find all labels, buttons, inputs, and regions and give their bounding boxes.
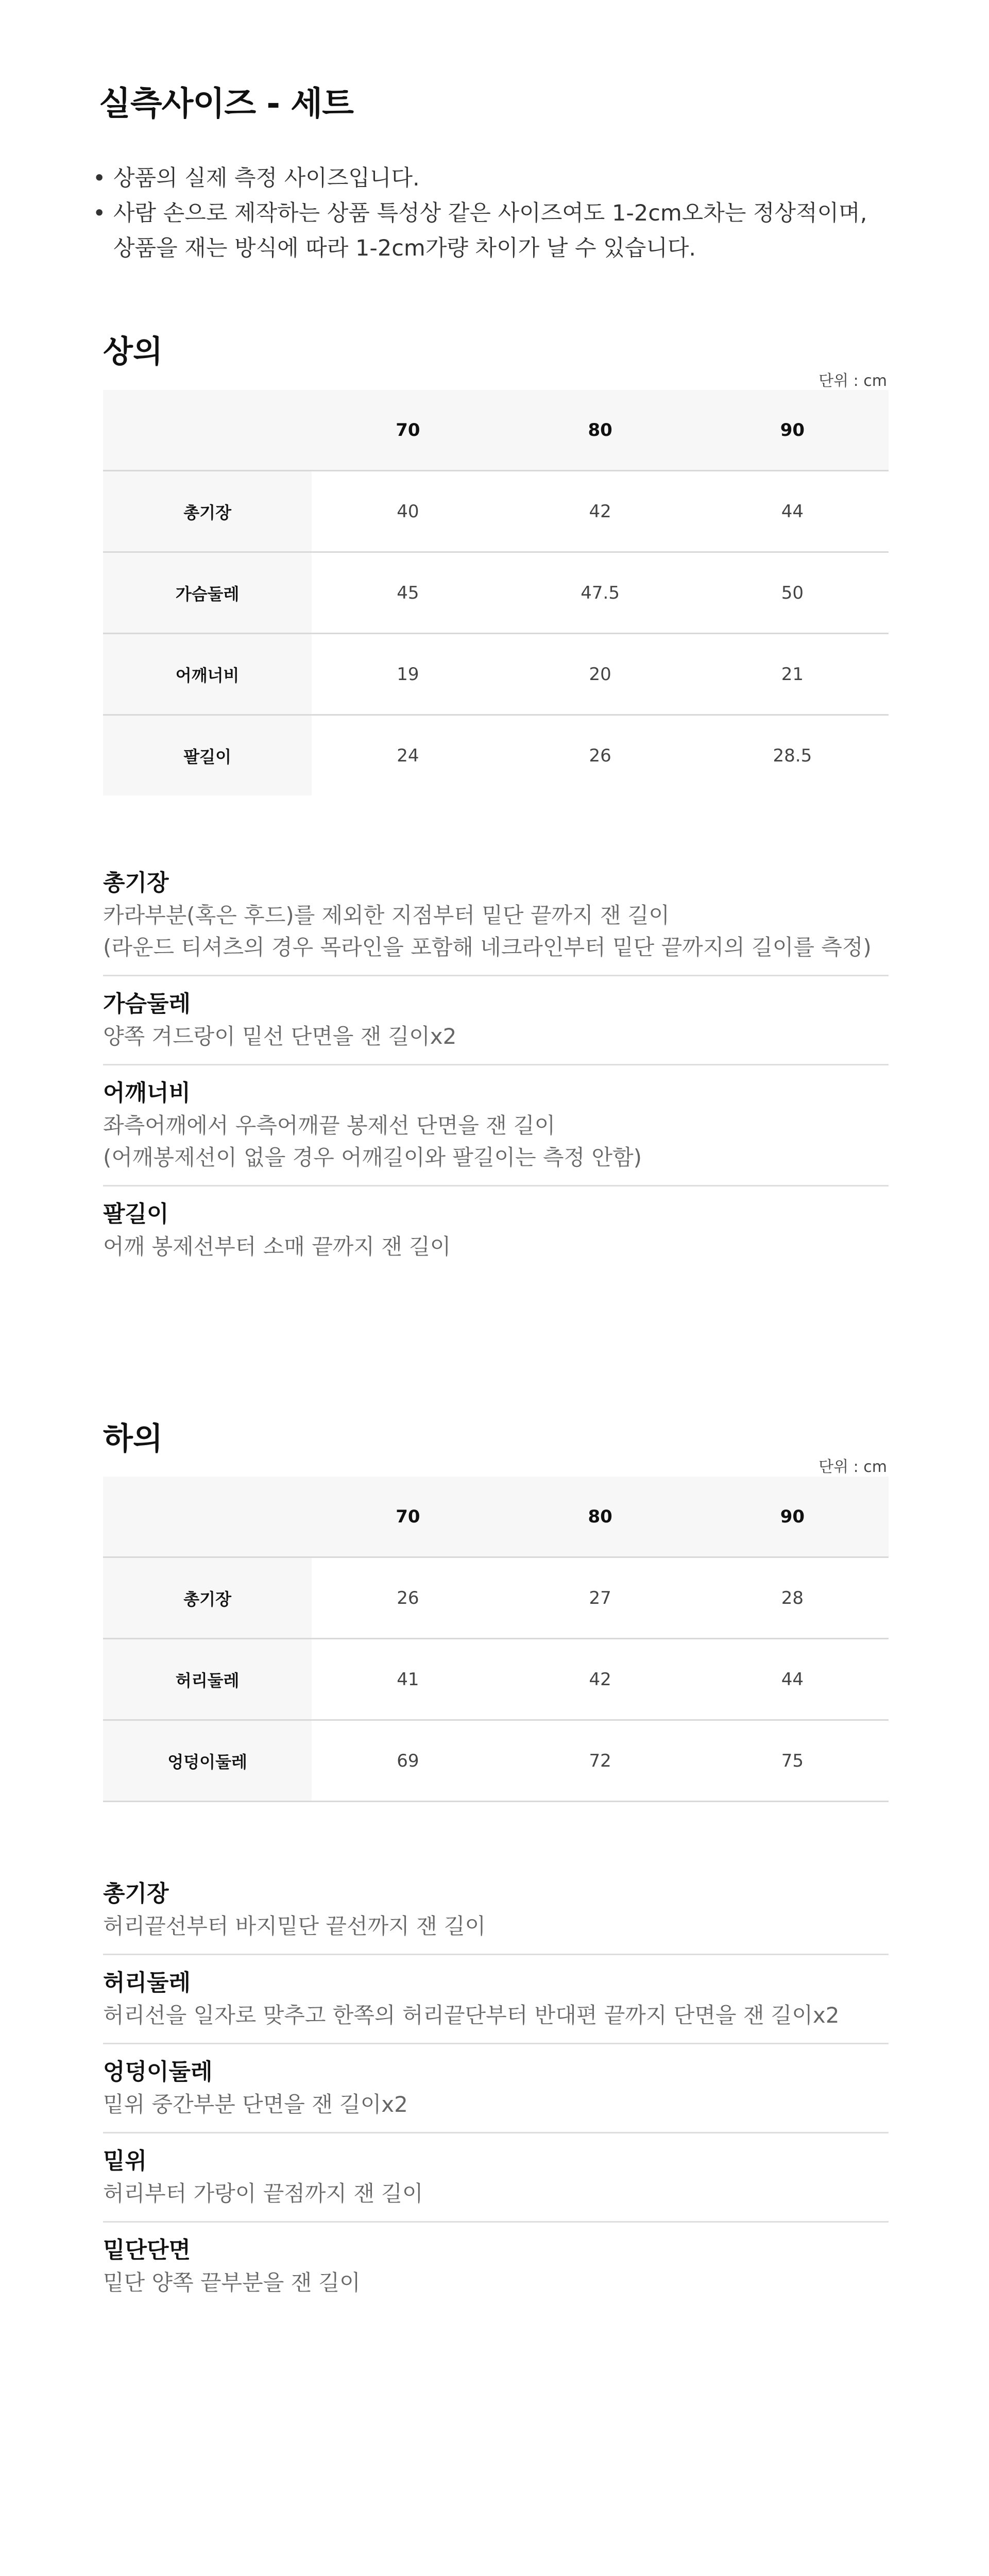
definition-title: 엉덩이둘레 bbox=[103, 2059, 213, 2085]
page-title: 실측사이즈 - 세트 bbox=[99, 85, 353, 123]
row-label: 허리둘레 bbox=[103, 1639, 312, 1720]
table-row bbox=[103, 1639, 889, 1720]
table-cell: 28.5 bbox=[696, 715, 889, 796]
notes-list bbox=[93, 161, 917, 266]
definition-item bbox=[103, 1065, 889, 1187]
header-cell-size: 80 bbox=[504, 390, 696, 471]
table-cell: 19 bbox=[312, 634, 504, 715]
table-cell: 26 bbox=[312, 1557, 504, 1639]
definition-item bbox=[103, 976, 889, 1065]
definition-item bbox=[103, 1955, 889, 2044]
definition-title: 총기장 bbox=[103, 1880, 169, 1907]
definition-title: 허리둘레 bbox=[103, 1970, 191, 1996]
definition-title: 가슴둘레 bbox=[103, 991, 191, 1017]
table-cell: 42 bbox=[504, 471, 696, 552]
table-row bbox=[103, 552, 889, 634]
definition-text: 밑위 중간부분 단면을 잰 길이x2 bbox=[103, 2092, 408, 2117]
table-cell: 45 bbox=[312, 552, 504, 634]
definition-item bbox=[103, 1187, 889, 1274]
top-unit-label: 단위 : cm bbox=[819, 372, 887, 390]
definition-text: 어깨 봉제선부터 소매 끝까지 잰 길이 bbox=[103, 1234, 451, 1259]
row-label: 총기장 bbox=[103, 471, 312, 552]
row-label: 총기장 bbox=[103, 1557, 312, 1639]
definition-title: 밑위 bbox=[103, 2148, 147, 2174]
table-cell: 41 bbox=[312, 1639, 504, 1720]
note-item bbox=[93, 196, 917, 266]
row-label: 어깨너비 bbox=[103, 634, 312, 715]
bottom-definitions bbox=[103, 1866, 889, 2310]
definition-text: 허리부터 가랑이 끝점까지 잰 길이 bbox=[103, 2181, 423, 2206]
definition-title: 어깨너비 bbox=[103, 1080, 191, 1106]
table-cell: 28 bbox=[696, 1557, 889, 1639]
table-cell: 47.5 bbox=[504, 552, 696, 634]
definition-item bbox=[103, 2223, 889, 2310]
header-cell-size: 90 bbox=[696, 390, 889, 471]
row-label: 엉덩이둘레 bbox=[103, 1720, 312, 1802]
table-cell: 40 bbox=[312, 471, 504, 552]
bullet: • bbox=[93, 200, 106, 226]
definition-text: 양쪽 겨드랑이 밑선 단면을 잰 길이x2 bbox=[103, 1024, 457, 1049]
header-cell-size: 90 bbox=[696, 1477, 889, 1557]
table-cell: 44 bbox=[696, 471, 889, 552]
note-text: 상품의 실제 측정 사이즈입니다. bbox=[113, 165, 420, 191]
definition-item bbox=[103, 1866, 889, 1955]
top-size-table bbox=[103, 390, 889, 795]
header-cell-empty bbox=[103, 390, 312, 471]
definition-item bbox=[103, 855, 889, 976]
table-cell: 20 bbox=[504, 634, 696, 715]
definition-text: 좌측어깨에서 우측어깨끝 봉제선 단면을 잰 길이 bbox=[103, 1113, 556, 1138]
table-cell: 50 bbox=[696, 552, 889, 634]
note-item bbox=[93, 161, 917, 196]
definition-text: 허리끝선부터 바지밑단 끝선까지 잰 길이 bbox=[103, 1913, 486, 1939]
table-cell: 27 bbox=[504, 1557, 696, 1639]
bottom-size-table bbox=[103, 1477, 889, 1802]
top-definitions bbox=[103, 855, 889, 1274]
table-cell: 75 bbox=[696, 1720, 889, 1802]
header-cell-empty bbox=[103, 1477, 312, 1557]
definition-text: 허리선을 일자로 맞추고 한쪽의 허리끝단부터 반대편 끝까지 단면을 잰 길이x2 bbox=[103, 2003, 840, 2028]
table-cell: 44 bbox=[696, 1639, 889, 1720]
note-text: 사람 손으로 제작하는 상품 특성상 같은 사이즈여도 1-2cm오차는 정상적이며, bbox=[113, 200, 867, 226]
definition-item bbox=[103, 2133, 889, 2223]
table-row bbox=[103, 1557, 889, 1639]
table-row bbox=[103, 715, 889, 796]
note-text: 상품을 재는 방식에 따라 1-2cm가량 차이가 날 수 있습니다. bbox=[113, 235, 696, 261]
table-header-row bbox=[103, 390, 889, 471]
bottom-section-title: 하의 bbox=[103, 1421, 163, 1457]
bullet: • bbox=[93, 165, 106, 191]
table-cell: 72 bbox=[504, 1720, 696, 1802]
top-section-title: 상의 bbox=[103, 334, 163, 370]
table-header-row bbox=[103, 1477, 889, 1557]
definition-title: 총기장 bbox=[103, 870, 169, 896]
header-cell-size: 70 bbox=[312, 1477, 504, 1557]
definition-text: (어깨봉제선이 없을 경우 어깨길이와 팔길이는 측정 안함) bbox=[103, 1145, 642, 1170]
definition-title: 팔길이 bbox=[103, 1201, 169, 1227]
definition-item bbox=[103, 2044, 889, 2133]
definition-text: (라운드 티셔츠의 경우 목라인을 포함해 네크라인부터 밑단 끝까지의 길이를 측정) bbox=[103, 935, 872, 960]
table-cell: 24 bbox=[312, 715, 504, 796]
bottom-unit-label: 단위 : cm bbox=[819, 1458, 887, 1476]
table-row bbox=[103, 471, 889, 552]
row-label: 가슴둘레 bbox=[103, 552, 312, 634]
table-cell: 26 bbox=[504, 715, 696, 796]
table-row bbox=[103, 634, 889, 715]
definition-text: 카라부분(혹은 후드)를 제외한 지점부터 밑단 끝까지 잰 길이 bbox=[103, 903, 670, 928]
header-cell-size: 70 bbox=[312, 390, 504, 471]
definition-text: 밑단 양쪽 끝부분을 잰 길이 bbox=[103, 2270, 361, 2295]
table-cell: 42 bbox=[504, 1639, 696, 1720]
table-row bbox=[103, 1720, 889, 1802]
table-cell: 69 bbox=[312, 1720, 504, 1802]
definition-title: 밑단단면 bbox=[103, 2237, 191, 2263]
table-cell: 21 bbox=[696, 634, 889, 715]
row-label: 팔길이 bbox=[103, 715, 312, 796]
header-cell-size: 80 bbox=[504, 1477, 696, 1557]
